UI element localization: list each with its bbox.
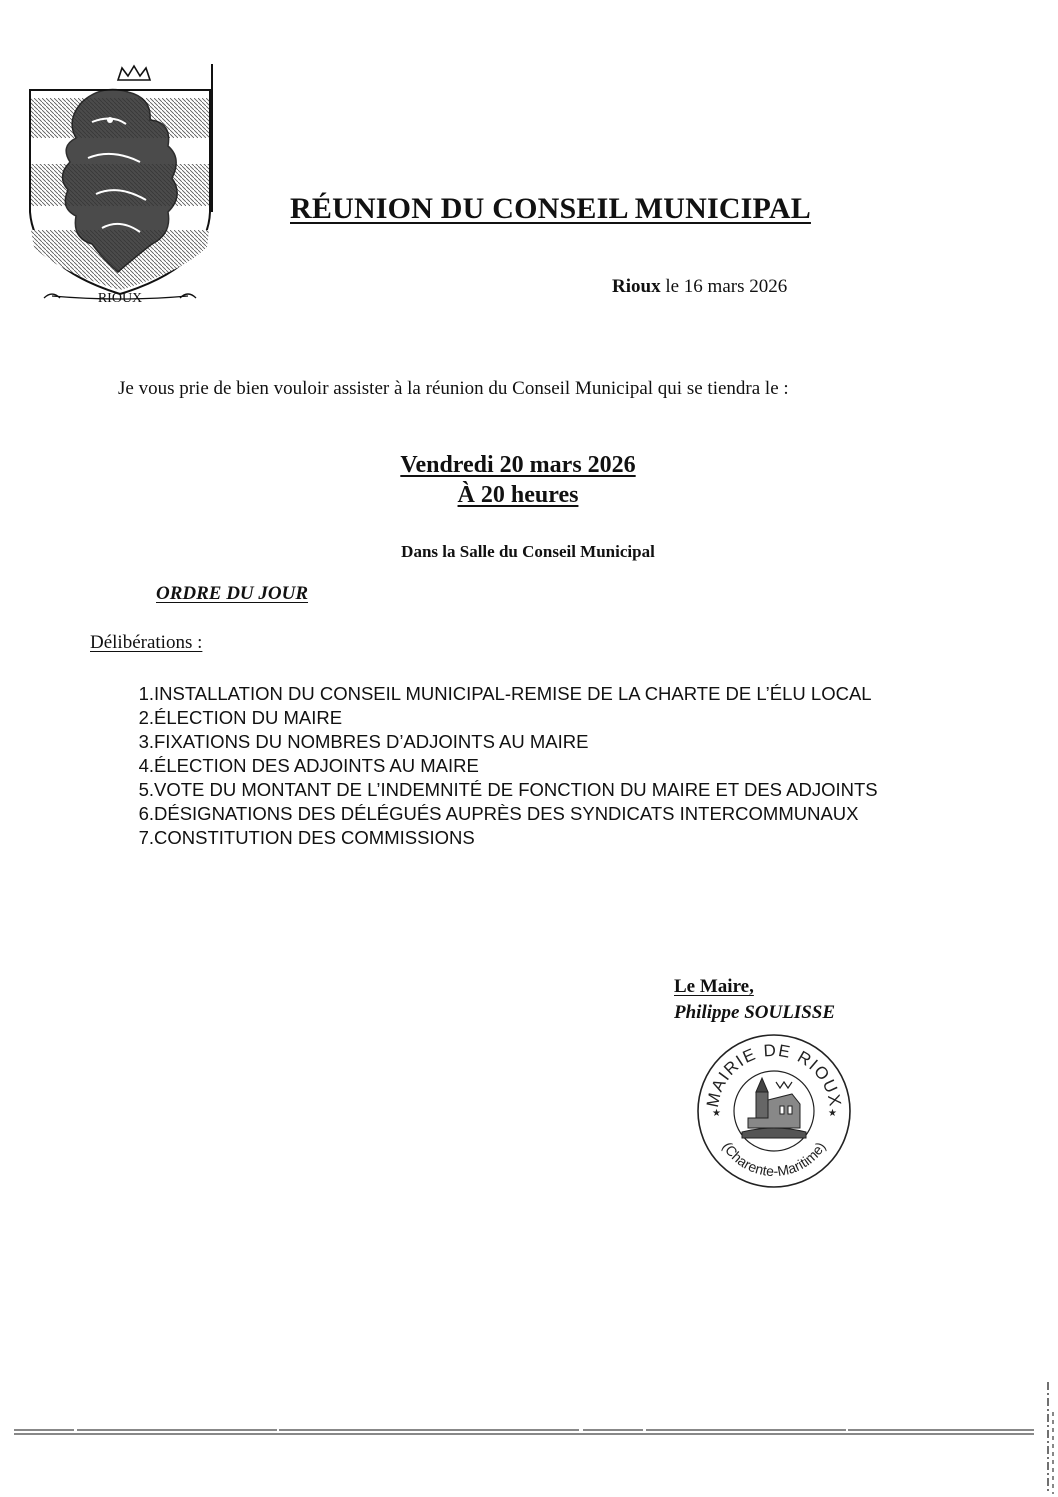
star-icon: ★ — [828, 1108, 837, 1119]
agenda-item — [110, 754, 940, 778]
agenda-item-number: 3. — [138, 731, 154, 752]
dateline-place: Rioux — [612, 276, 661, 297]
agenda-item-text: ÉLECTION DU MAIRE — [154, 707, 343, 728]
agenda-item — [110, 778, 940, 802]
agenda-item — [110, 730, 940, 754]
agenda-item-text: FIXATIONS DU NOMBRES D’ADJOINTS AU MAIRE — [154, 731, 589, 752]
meeting-venue: Dans la Salle du Conseil Municipal — [401, 542, 655, 561]
agenda-item-number: 1. — [138, 683, 154, 704]
agenda-item-number: 7. — [138, 827, 154, 848]
footer-divider — [14, 1428, 1034, 1438]
star-icon: ★ — [712, 1108, 721, 1119]
agenda-item-text: DÉSIGNATIONS DES DÉLÉGUÉS AUPRÈS DES SYNDICATS INTERCOMMUNAUX — [154, 803, 859, 824]
signature-block — [674, 974, 835, 1026]
agenda-item — [110, 826, 940, 850]
signature-title: Le Maire, — [674, 976, 754, 997]
agenda-item-text: VOTE DU MONTANT DE L’INDEMNITÉ DE FONCTION DU MAIRE ET DES ADJOINTS — [154, 779, 878, 800]
page-title: RÉUNION DU CONSEIL MUNICIPAL — [290, 192, 811, 225]
official-stamp — [696, 1032, 852, 1190]
meeting-datetime — [300, 450, 736, 510]
agenda-list — [110, 682, 940, 850]
agenda-item — [110, 706, 940, 730]
meeting-time: À 20 heures — [457, 482, 579, 508]
dateline-date: le 16 mars 2026 — [665, 276, 788, 297]
agenda-item-number: 2. — [138, 707, 154, 728]
agenda-item — [110, 682, 940, 706]
agenda-item-text: ÉLECTION DES ADJOINTS AU MAIRE — [154, 755, 479, 776]
agenda-item-number: 4. — [138, 755, 154, 776]
agenda-item-text: INSTALLATION DU CONSEIL MUNICIPAL-REMISE DE LA CHARTE DE L’ÉLU LOCAL — [154, 683, 872, 704]
deliberations-label: Délibérations : — [90, 632, 203, 653]
agenda-item-number: 6. — [138, 803, 154, 824]
svg-text:(Charente-Maritime) — [719, 1139, 828, 1179]
stamp-bottom-text: (Charente-Maritime) — [719, 1139, 829, 1180]
agenda-item-text: CONSTITUTION DES COMMISSIONS — [154, 827, 475, 848]
stamp-top-text: MAIRIE DE RIOUX — [702, 1040, 845, 1109]
dateline — [612, 276, 787, 298]
meeting-date: Vendredi 20 mars 2026 — [400, 452, 636, 478]
agenda-title: ORDRE DU JOUR — [156, 583, 309, 604]
church-engraving-icon — [742, 1078, 806, 1138]
municipal-crest-logo — [22, 62, 218, 312]
agenda-item — [110, 802, 940, 826]
signature-name: Philippe SOULISSE — [674, 1002, 836, 1023]
agenda-item-number: 5. — [138, 779, 154, 800]
scan-edge-marks — [1044, 1382, 1056, 1494]
crest-motto: RIOUX — [97, 291, 143, 306]
invitation-text: Je vous prie de bien vouloir assister à la réunion du Conseil Municipal qui se tiendra le : — [118, 378, 789, 399]
